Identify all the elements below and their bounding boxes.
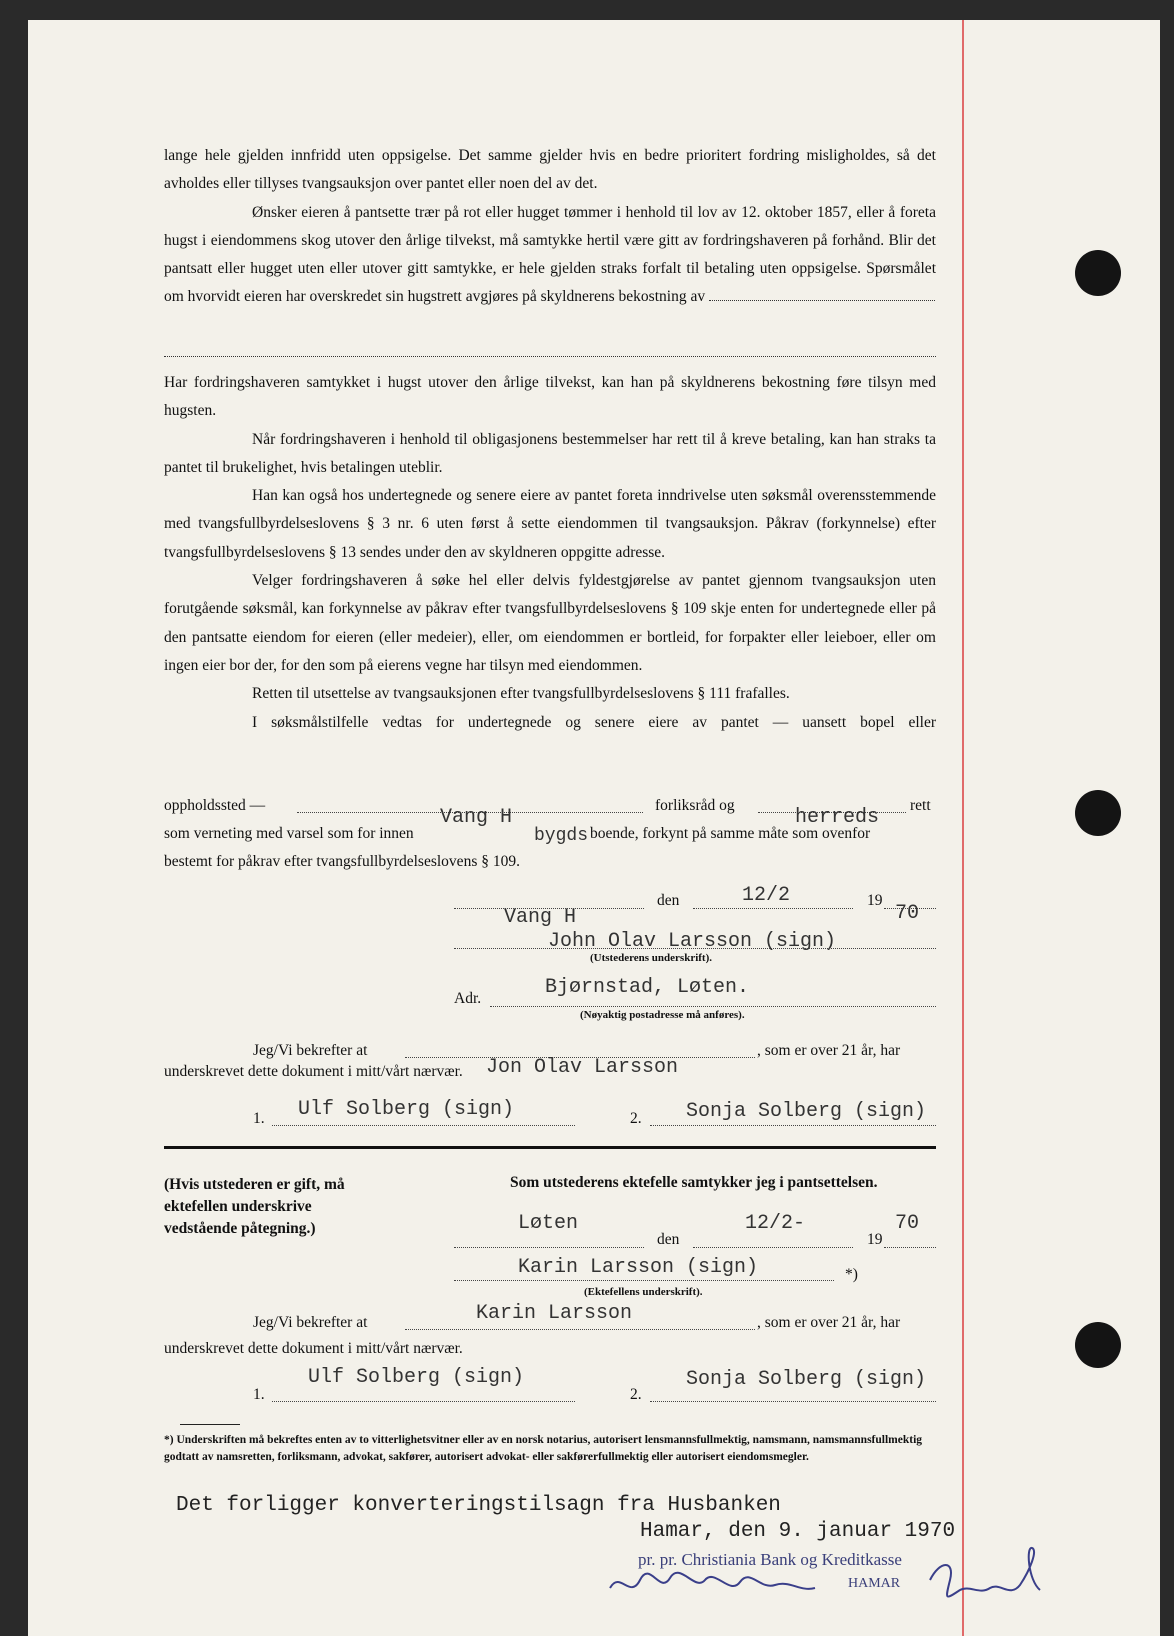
typed-spouse-witnessed-name: Karin Larsson (476, 1302, 633, 1325)
paragraph-timber: Ønsker eieren å pantsette trær på rot eller hugget tømmer i henhold til lov av 12. oktober 1857, eller å foreta hugst i eiendommens skog utover den årlige tilvekst, må samtykke hertil være gitt av fordringshaveren på forhånd. Blir det pantsatt eller hugget uten eller utover gitt samtykke, er hele gjelden straks forfalt til betaling uten oppsigelse. Spørsmålet om hvorvidt eieren har overskredet sin hugstrett avgjøres på skyldnerens bekostning av (164, 203, 936, 306)
paragraph-postponement: Retten til utsettelse av tvangsauksjonen efter tvangsfullbyrdelseslovens § 111 frafalles. (252, 685, 790, 703)
typed-witness-2: Sonja Solberg (sign) (686, 1100, 927, 1123)
asterisk-mark: *) (845, 1266, 858, 1283)
address-label: Adr. (454, 990, 482, 1007)
address-caption: (Nøyaktig postadresse må anføres). (580, 1009, 745, 1021)
venue-label-c: rett (910, 797, 931, 814)
spouse-witness-number-2: 2. (630, 1386, 642, 1403)
punch-hole-1 (1075, 250, 1121, 296)
typed-spouse-place: Løten (518, 1212, 579, 1235)
spouse-confirm-label-b: , som er over 21 år, har (757, 1314, 901, 1331)
typed-spouse-signature: Karin Larsson (sign) (518, 1256, 759, 1279)
spouse-consent: Som utstederens ektefelle samtykker jeg i pantsettelsen. (510, 1174, 878, 1191)
handwritten-signature (600, 1540, 1060, 1610)
issuer-caption: (Utstederens underskrift). (590, 952, 713, 964)
section-divider (164, 1146, 936, 1149)
spouse-den-label: den (657, 1231, 680, 1248)
typed-witness-1: Ulf Solberg (sign) (298, 1098, 515, 1121)
typed-spouse-year: 70 (895, 1212, 920, 1235)
confirm-label-c: underskrevet dette dokument i mitt/vårt nærvær. (164, 1063, 463, 1080)
typed-venue-court: herreds (795, 806, 880, 829)
typed-date: 12/2 (742, 884, 791, 907)
paragraph-payment: Når fordringshaveren i henhold til obligasjonens bestemmelser har rett til å kreve betaling, kan han straks ta pantet til brukelighet, hvis betalingen uteblir. (164, 430, 936, 476)
confirm-label-a: Jeg/Vi bekrefter at (253, 1042, 368, 1059)
confirm-label-b: , som er over 21 år, har (757, 1042, 901, 1059)
typed-venue-place: Vang H (440, 806, 513, 829)
red-margin-line (962, 20, 964, 1636)
spouse-caption: (Ektefellens underskrift). (584, 1286, 703, 1298)
den-label: den (657, 892, 680, 909)
spouse-note: (Hvis utstederen er gift, må ektefellen underskrive vedstående påtegning.) (164, 1176, 345, 1237)
spouse-confirm-label-c: underskrevet dette dokument i mitt/vårt nærvær. (164, 1340, 463, 1357)
typed-place: Vang H (504, 906, 577, 929)
typed-spouse-date: 12/2- (745, 1212, 806, 1235)
typed-witnessed-name: Jon Olav Larsson (486, 1056, 679, 1079)
typed-year: 70 (895, 902, 920, 925)
venue-label-d: som verneting med varsel som for innen (164, 825, 414, 842)
blank-line (164, 356, 936, 357)
punch-hole-2 (1075, 790, 1121, 836)
typed-footer-line-1: Det forligger konverteringstilsagn fra Husbanken (176, 1494, 781, 1517)
witness-number-1: 1. (253, 1110, 265, 1127)
typed-venue-bygds: bygds (534, 826, 589, 846)
typed-spouse-witness-1: Ulf Solberg (sign) (308, 1366, 525, 1389)
paragraph-default: lange hele gjelden innfridd uten oppsigelse. Det samme gjelder hvis en bedre prioritert fordring misligholdes, så det avholdes eller tillyses tvangsauksjon over pantet eller noen del av det. (164, 147, 936, 193)
bank-stamp-line-2: HAMAR (848, 1576, 901, 1591)
punch-hole-3 (1075, 1322, 1121, 1368)
venue-label-e: boende, forkynt på samme måte som ovenfor (590, 825, 871, 842)
paragraph-supervision: Har fordringshaveren samtykket i hugst utover den årlige tilvekst, kan han på skyldnerens bekostning føre tilsyn med hugsten. (164, 374, 936, 420)
paragraph-venue-intro: I søksmålstilfelle vedtas for undertegnede og senere eiere av pantet — uansett bopel eller (252, 713, 936, 731)
typed-issuer-signature: John Olav Larsson (sign) (548, 930, 837, 953)
bank-stamp-line-1: pr. pr. Christiania Bank og Kreditkasse (638, 1550, 902, 1569)
witness-number-2: 2. (630, 1110, 642, 1127)
nineteen-label: 19 (867, 892, 883, 909)
spouse-witness-number-1: 1. (253, 1386, 265, 1403)
spouse-confirm-label-a: Jeg/Vi bekrefter at (253, 1314, 368, 1331)
spouse-nineteen-label: 19 (867, 1231, 883, 1248)
typed-spouse-witness-2: Sonja Solberg (sign) (686, 1368, 927, 1391)
body-text-upper (164, 142, 936, 312)
venue-label-end: bestemt for påkrav efter tvangsfullbyrdelseslovens § 109. (164, 853, 520, 870)
footnote: *) Underskriften må bekreftes enten av to vitterlighetsvitner eller av en norsk notarius, autorisert lensmannsfullmektig, namsmann, namsmannsfullmektig godtatt av namsretten, forliksmann, advokat, sakfører, autorisert advokat- eller sakførerfullmektig eller autorisert eiendomsmegler. (164, 1434, 923, 1463)
typed-footer-line-2: Hamar, den 9. januar 1970 (640, 1520, 956, 1543)
paragraph-collection: Han kan også hos undertegnede og senere eiere av pantet foreta inndrivelse uten søksmål overensstemmende med tvangsfullbyrdelseslovens § 3 nr. 6 uten først å sette eiendommen til tvangsauksjon. Påkrav (forkynnelse) efter tvangsfullbyrdelseslovens § 13 sendes under den av skyldneren oppgitte adresse. (164, 487, 936, 561)
venue-label-a: oppholdssted — (164, 797, 266, 814)
typed-address: Bjørnstad, Løten. (545, 976, 750, 999)
body-text-middle (164, 369, 936, 737)
venue-label-b: forliksråd og (655, 797, 735, 814)
paragraph-auction: Velger fordringshaveren å søke hel eller delvis fyldestgjørelse av pantet gjennom tvangsauksjon uten forutgående søksmål, kan forkynnelse av påkrav efter tvangsfullbyrdelseslovens § 109 skje enten for undertegnede eller på den pantsatte eiendom for eieren (eller medeier), eller, om eiendommen er bortleid, for forpakter eller leieboer, eller om ingen eier bor der, for den som på eierens vegne har tilsyn med eiendommen. (164, 572, 936, 674)
